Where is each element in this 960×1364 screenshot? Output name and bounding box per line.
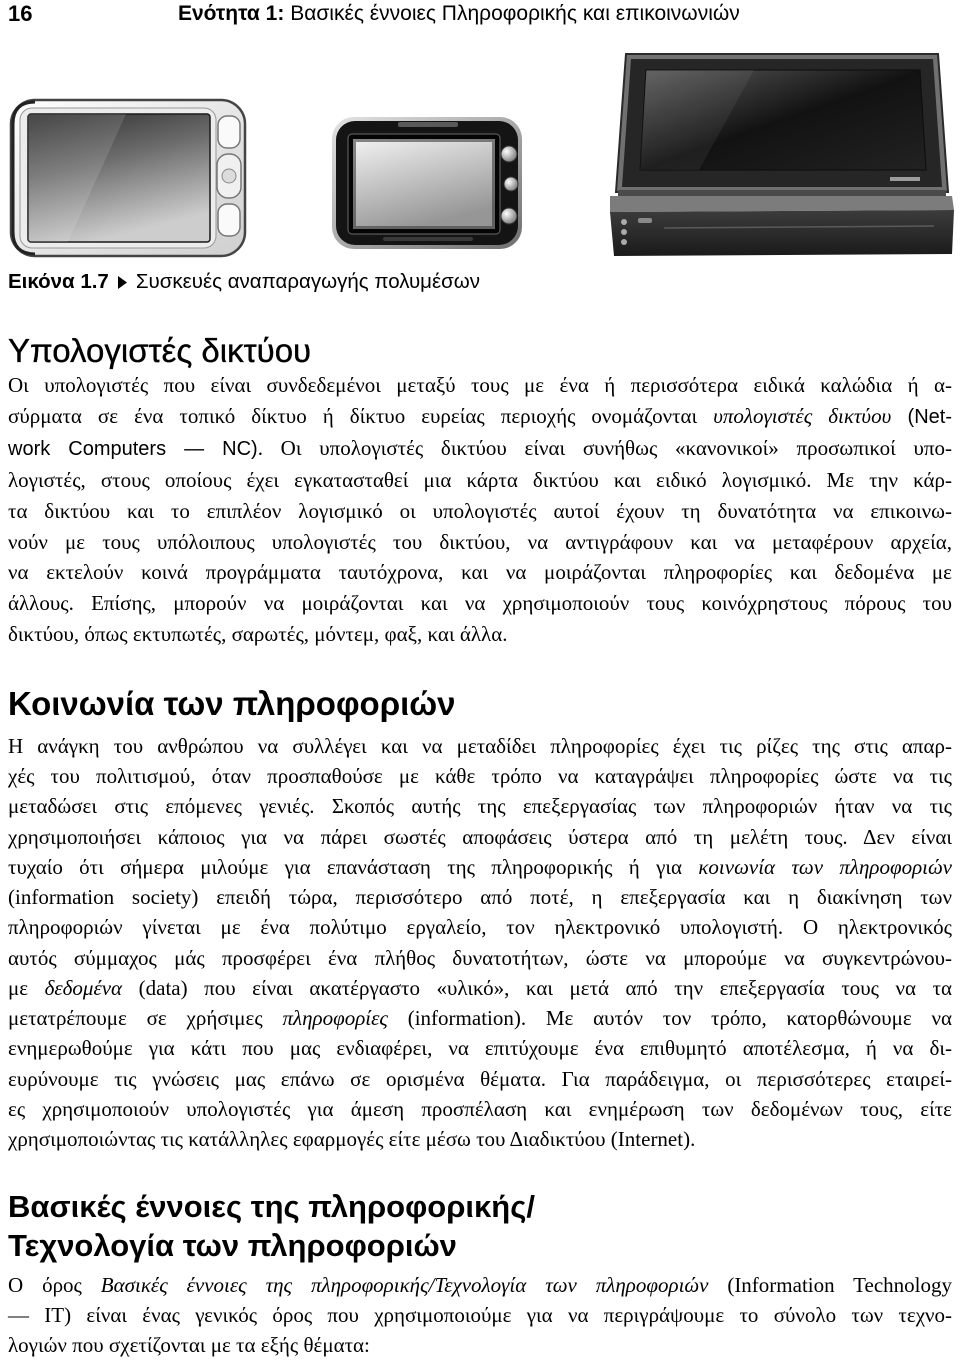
device-bottom-strip xyxy=(383,237,473,241)
portable-video-player-image xyxy=(328,112,526,254)
paragraph-it-concepts xyxy=(8,1270,952,1360)
text-line: με δεδομένα (data) που είναι ακατέργαστο «υλικό», και μετά από την επεξεργασία τους να τα xyxy=(8,975,953,1000)
section-heading-network-computers: Υπολογιστές δικτύου xyxy=(8,332,312,369)
text-line: άλλους. Επίσης, μπορούν να μοιράζονται και να χρησιμοποιούν τους κοινόχρηστους πόρους του xyxy=(8,591,952,616)
text-line: λογιστές, στους οποίους έχει εγκατασταθεί μια κάρτα δικτύου και ειδικό λογισμικό. Με την κάρ- xyxy=(8,467,952,492)
text-line: Ο όρος Βασικές έννοιες της πληροφορικής/Τεχνολογία των πληροφοριών (Information Technology xyxy=(8,1273,952,1297)
text-line: σύρματα σε ένα τοπικό δίκτυο ή δίκτυο ευρείας περιοχής ονομάζονται υπολογιστές δικτύου (Net- xyxy=(8,403,952,428)
page-number: 16 xyxy=(8,1,33,26)
section-title: Βασικές έννοιες Πληροφορικής και επικοινωνιών xyxy=(290,2,740,25)
device-top-strip xyxy=(398,122,458,127)
device-buttons xyxy=(217,116,241,236)
text-line: χές του πολιτισμού, όταν προσπαθούσε με κάθε τρόπο να καταγράψει πληροφορίες ώστε να τις xyxy=(8,764,952,789)
text-line: τα δικτύου και το επιπλέον λογισμικό οι υπολογιστές αυτοί έχουν τη δυνατότητα να επικοινω- xyxy=(8,498,952,523)
section-label: Ενότητα 1: xyxy=(178,2,285,25)
pda-media-player-image xyxy=(6,94,250,260)
text-line: να εκτελούν κοινά προγράμματα ταυτόχρονα, και να μοιράζονται πληροφορίες και δεδομένα με xyxy=(8,560,952,585)
figure-label: Εικόνα 1.7 xyxy=(8,270,109,293)
text-line: λογιών που σχετίζονται με τα εξής θέματα: xyxy=(8,1333,370,1357)
italic-term: πληροφορίες xyxy=(282,1006,388,1031)
text-line: ες χρησιμοποιούν υπολογιστές για άμεση προσπέλαση και ενημέρωση των δεδομένων τους, είτε xyxy=(8,1096,952,1121)
lid-badge xyxy=(890,177,920,181)
device-screen xyxy=(353,139,495,229)
text-line: αυτός σύμμαχος μάς προσφέρει ένα πλήθος δυνατοτήτων, ώστε να μπορούμε να συγκεντρώνου- xyxy=(8,945,952,970)
heading-line: Τεχνολογία των πληροφοριών xyxy=(8,1228,457,1263)
text-line: Οι υπολογιστές που είναι συνδεδεμένοι μεταξύ τους με ένα ή περισσότερα ειδικά καλώδια ή α- xyxy=(8,373,952,397)
base-front xyxy=(610,210,954,256)
text-line: ευρύνουμε τις γνώσεις μας επάνω σε ορισμένα θέματα. Για παράδειγμα, οι περισσότερες εταιρεί- xyxy=(8,1066,952,1091)
section-heading-it-concepts xyxy=(8,1187,535,1265)
text-line: μετατρέπουμε σε χρήσιμες πληροφορίες (information). Με αυτόν τον τρόπο, κατορθώνουμε να xyxy=(8,1006,953,1031)
figure-caption-text: Συσκευές αναπαραγωγής πολυμέσων xyxy=(135,270,481,293)
figure-caption xyxy=(8,268,480,296)
text-line: δικτύου, όπως εκτυπωτές, σαρωτές, μόντεμ, φαξ, και άλλα. xyxy=(8,622,508,647)
text-line: work Computers — NC). Οι υπολογιστές δικτύου είναι συνήθως «κανονικοί» προσωπικοί υπο- xyxy=(8,435,952,460)
text-line: ενημερωθούμε για κάτι που μας ενδιαφέρει, να επιτύχουμε ένα επιθυμητό αποτέλεσμα, ή να δι- xyxy=(8,1036,952,1061)
running-header-title xyxy=(178,0,740,28)
paragraph-information-society xyxy=(8,731,952,1154)
italic-term: κοινωνία των πληροφοριών xyxy=(698,854,952,879)
text-line: νούν με τους υπόλοιπους υπολογιστές του δικτύου, να αντιγράφουν και να μεταφέρουν αρχεία, xyxy=(8,529,952,554)
text-line: τυχαίο ότι σήμερα μιλούμε για επανάσταση της πληροφορικής ή για κοινωνία των πληροφοριών xyxy=(8,854,952,879)
base-top xyxy=(610,196,954,212)
heading-line: Βασικές έννοιες της πληροφορικής/ xyxy=(8,1189,535,1224)
section-heading-information-society: Κοινωνία των πληροφοριών xyxy=(8,685,456,722)
italic-term: δεδομένα xyxy=(44,975,123,1000)
text-line: — IT) είναι ένας γενικός όρος που χρησιμοποιούμε για να περιγράψουμε το σύνολο των τεχνο- xyxy=(8,1303,952,1327)
portable-dvd-player-image xyxy=(604,50,956,260)
english-term: (Net- xyxy=(891,405,952,428)
english-term: work Computers — NC) xyxy=(8,437,258,460)
italic-term: υπολογιστές δικτύου xyxy=(713,403,892,428)
text-line: χρησιμοποιήσει κάποιος για να πάρει σωστές αποφάσεις ύστερα από τη μελέτη τους. Δεν είναι xyxy=(8,824,952,849)
italic-term: Βασικές έννοιες της πληροφορικής/Τεχνολογία των πληροφοριών xyxy=(100,1273,709,1297)
text-line: χρησιμοποιώντας τις κατάλληλες εφαρμογές είτε μέσω του Διαδικτύου (Internet). xyxy=(8,1127,696,1152)
text-line: μεταδώσει στις επόμενες γενιές. Σκοπός αυτής της επεξεργασίας των πληροφοριών ήταν να τις xyxy=(8,794,952,819)
text-line: πληροφοριών γίνεται με ένα πολύτιμο εργαλείο, τον ηλεκτρονικό υπολογιστή. Ο ηλεκτρονικός xyxy=(8,915,952,940)
triangle-right-icon xyxy=(118,276,127,289)
text-line: (information society) επειδή τώρα, περισσότερο από ποτέ, η επεξεργασία και η διακίνηση των xyxy=(8,885,952,910)
text-line: Η ανάγκη του ανθρώπου να συλλέγει και να μεταδίδει πληροφορίες έχει τις ρίζες της στις απαρ- xyxy=(8,734,952,758)
paragraph-network-computers xyxy=(8,370,952,650)
